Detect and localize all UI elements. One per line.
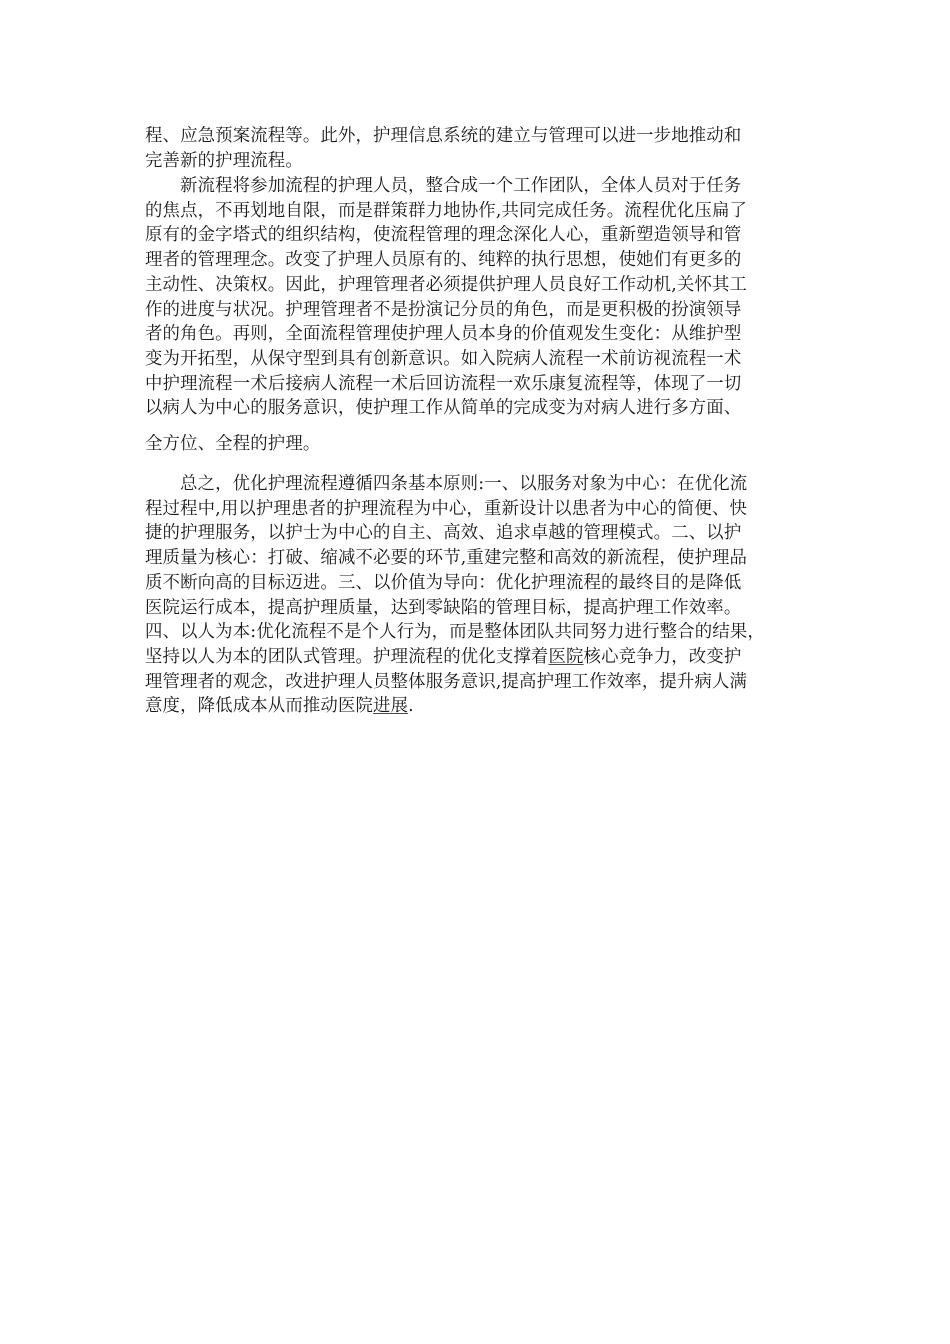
text-fragment: . <box>408 696 414 717</box>
text-line: 新流程将参加流程的护理人员，整合成一个工作团队，全体人员对于任务 <box>180 176 742 196</box>
text-line: 中护理流程一术后接病人流程一术后回访流程一欢乐康复流程等，体现了一切 <box>145 373 742 394</box>
text-line: 者的角色。再则，全面流程管理使护理人员本身的价值观发生变化：从维护型 <box>145 324 742 345</box>
text-line: 理质量为核心：打破、缩减不必要的环节,重建完整和高效的新流程，使护理品 <box>145 548 748 569</box>
text-line: 的焦点，不再划地自限，而是群策群力地协作,共同完成任务。流程优化压扁了 <box>145 200 748 221</box>
text-fragment: 核心竞争力，改变护 <box>583 646 742 667</box>
text-line: 质不断向高的目标迈进。三、以价值为导向：优化护理流程的最终目的是降低 <box>145 572 742 593</box>
text-line: 程过程中,用以护理患者的护理流程为中心，重新设计以患者为中心的简便、快 <box>145 498 748 519</box>
text-line: 主动性、决策权。因此，护理管理者必须提供护理人员良好工作动机,关怀其工 <box>145 274 748 295</box>
hospital-link[interactable]: 医院 <box>548 646 584 667</box>
text-line: 以病人为中心的服务意识，使护理工作从简单的完成变为对病人进行多方面、 <box>145 398 742 419</box>
text-line: 医院运行成本，提高护理质量，达到零缺陷的管理目标，提高护理工作效率。 <box>145 597 742 618</box>
text-line: 作的进度与状况。护理管理者不是扮演记分员的角色，而是更积极的扮演领导 <box>145 299 742 320</box>
text-fragment: 意度，降低成本从而推动医院 <box>145 696 374 717</box>
text-line: 全方位、全程的护理。 <box>145 434 321 455</box>
text-line: 完善新的护理流程。 <box>145 150 303 171</box>
text-line: 原有的金字塔式的组织结构，使流程管理的理念深化人心，重新塑造领导和管 <box>145 225 742 246</box>
paragraph-summary <box>145 472 815 719</box>
text-line: 程、应急预案流程等。此外，护理信息系统的建立与管理可以进一步地推动和 <box>145 126 742 146</box>
text-line: 四、以人为本:优化流程不是个人行为，而是整体团队共同努力进行整合的结果， <box>145 622 765 643</box>
text-line: 捷的护理服务，以护士为中心的自主、高效、追求卓越的管理模式。二、以护 <box>145 523 742 544</box>
progress-link[interactable]: 进展 <box>373 696 409 717</box>
paragraph-new-process <box>145 174 815 457</box>
text-line: 变为开拓型，从保守型到具有创新意识。如入院病人流程一术前访视流程一术 <box>145 348 742 369</box>
text-line: 理管理者的观念，改进护理人员整体服务意识,提高护理工作效率，提升病人满 <box>145 671 748 692</box>
text-line: 理者的管理理念。改变了护理人员原有的、纯粹的执行思想，使她们有更多的 <box>145 250 742 271</box>
paragraph-continuation <box>145 124 815 173</box>
text-line <box>145 645 815 670</box>
text-line <box>145 694 815 719</box>
text-fragment: 坚持以人为本的团队式管理。护理流程的优化支撑着 <box>145 646 549 667</box>
text-line: 总之，优化护理流程遵循四条基本原则:一、以服务对象为中心：在优化流 <box>180 474 748 494</box>
